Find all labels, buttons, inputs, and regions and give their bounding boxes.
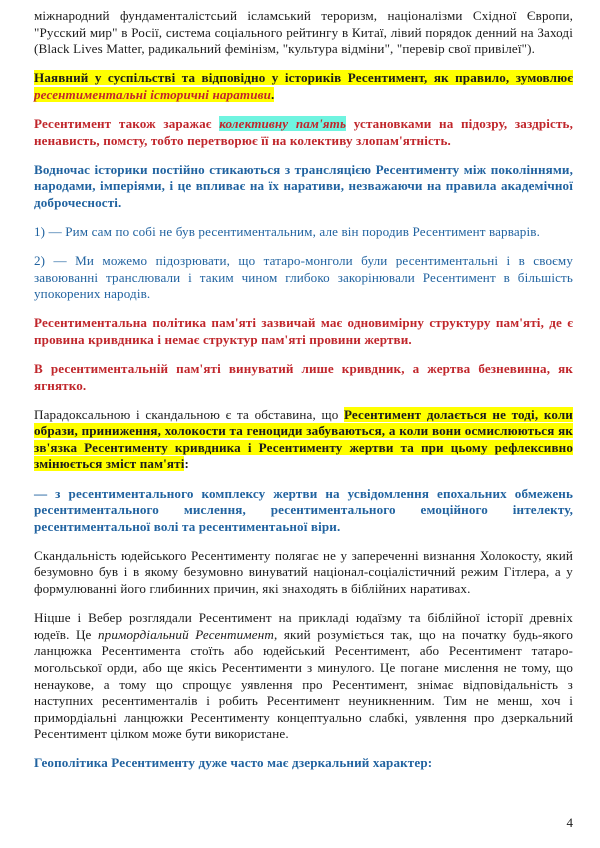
italic-term-run: примордіальний Ресентимент <box>97 626 274 642</box>
highlighted-text-run: Наявний у суспільстві та відповідно у істориків Ресентимент, як правило, зумовлює <box>34 70 573 86</box>
text-run: 1) — Рим сам по собі не був ресентиментальним, але він породив Ресентимент варварів. <box>34 223 540 239</box>
paragraph-innocent-victim <box>34 361 573 394</box>
text-run: Ресентимент також заражає <box>34 115 220 131</box>
text-run: Парадоксальною і скандальною є та обставина, що <box>34 406 344 422</box>
text-run: Водночас історики постійно стикаються з трансляцією Ресентименту між поколіннями, народами, імперіями, і це впливає на їх наративи, незважаючи на правила академічної доброчесності. <box>34 161 573 210</box>
paragraph-collective-memory <box>34 116 573 149</box>
text-run-end: , який розуміється так, що на початку будь-якого ланцюжка Ресентимента стоїть або юдейський Ресентимент, або Ресентимент татаро-могольської орди, або ще якісь Ресентименти з минулого. Це погане мислення не тому, що ненаукове, а тому що спрощує уявлення про Ресентимент, знімає відповідальність з наступних ресентименталів і робить Ресентимент неуникненним. Тим не менш, хоч і примордіальні ланцюжки Ресентименту концептуально слабкі, уявлення про дзеркальний Ресентимент цілком може бути використане. <box>34 626 574 742</box>
paragraph-paradox <box>34 407 573 473</box>
text-run: 2) — Ми можемо підозрювати, що татаро-монголи були ресентиментальні і в своєму завоюванні транслювали і таким чином глибоко закорінювали Ресентимент в більшість упокорених народів. <box>34 253 573 302</box>
paragraph-historians-transmission <box>34 162 573 212</box>
paragraph-holocaust-scandal <box>34 548 573 598</box>
page-number: 4 <box>566 815 573 830</box>
text-run-end: установками на підозру, заздрість, ненависть, помсту, тобто перетворює її на колективу злопам'ятність. <box>34 115 574 148</box>
text-run: В ресентиментальній пам'яті винуватий лише кривдник, а жертва безневинна, як ягнятко. <box>34 361 573 393</box>
list-item-2 <box>34 253 573 303</box>
text-run-end: : <box>184 456 189 472</box>
text-run: Ніцше і Вебер розглядали Ресентимент на прикладі юдаїзму та біблійної історії древніх юдеїв. Це <box>34 610 573 642</box>
text-run: міжнародний фундаменталістсьий ісламський тероризм, націоналізми Східної Європи, "Русский мир" в Росії, система соціального рейтингу в Китаї, лівий порядок денний на Заході (Black Lives Matter, радикальний фемінізм, "культура відміни", "перевір свої привілеї"). <box>34 8 573 57</box>
paragraph-intro <box>34 8 573 58</box>
paragraph-victim-complex <box>34 486 573 536</box>
paragraph-ressentiment-narratives <box>34 70 573 103</box>
text-run: — з ресентиментального комплексу жертви на усвідомлення епохальних обмежень ресентиментального мислення, ресентиментального емоційного інтелекту, ресентиментальної волі та ресентиментаьної віри. <box>34 485 573 534</box>
list-item-1 <box>34 224 573 241</box>
text-run: Геополітика Ресентименту дуже часто має дзеркальний характер: <box>34 755 433 771</box>
paragraph-nietzsche-weber <box>34 610 573 743</box>
highlighted-italic-run: ресентиментальні історичні наративи <box>34 86 272 102</box>
document-body <box>34 8 573 772</box>
text-run: Ресентиментальна політика пам'яті зазвичай має одновимірну структуру пам'яті, де є провина кривдника і немає структур пам'яті провини жертви. <box>34 315 573 347</box>
paragraph-geopolitics-heading <box>34 755 573 772</box>
paragraph-memory-politics <box>34 315 573 348</box>
highlighted-text-run-end: . <box>271 86 275 102</box>
text-run: Скандальність юдейського Ресентименту полягає не у запереченні визнання Холокосту, який безумовно був і в якому безумовно винуватий націонал-соціалістичний режим Гітлера, а у формулюванні його глибинних причин, які знаходять в біблійних наративах. <box>34 547 573 597</box>
highlighted-text-run: Ресентимент долається не тоді, коли образи, приниження, холокости та геноциди забуваються, а коли вони осмислюються як зв'язка Ресентименту кривдника і Ресентименту жертви та при цьому рефлексивно змінюється зміст пам'яті <box>34 406 573 472</box>
highlighted-cyan-run: колективну пам'ять <box>219 115 347 131</box>
